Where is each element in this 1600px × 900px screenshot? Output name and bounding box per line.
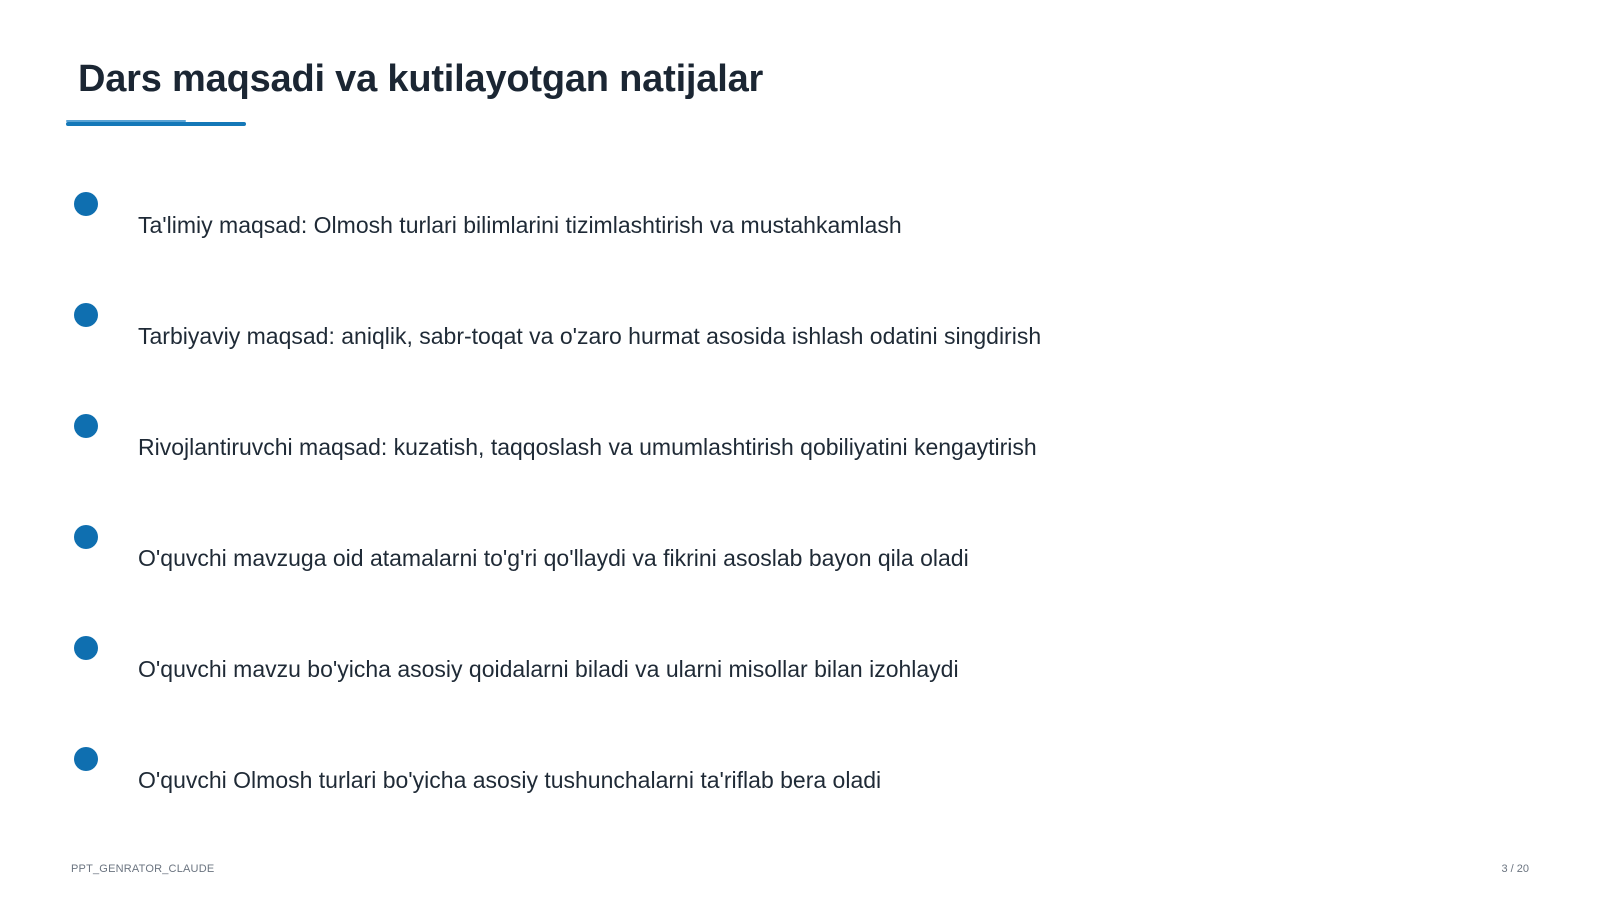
bullet-dot-icon	[74, 636, 98, 660]
slide-title: Dars maqsadi va kutilayotgan natijalar	[78, 58, 764, 100]
bullet-text: O'quvchi Olmosh turlari bo'yicha asosiy tushunchalarni ta'riflab bera oladi	[138, 767, 882, 793]
list-item	[0, 303, 1600, 383]
footer-brand: PPT_GENRATOR_CLAUDE	[71, 863, 215, 875]
list-item	[0, 192, 1600, 272]
bullet-dot-icon	[74, 192, 98, 216]
bullet-text: O'quvchi mavzu bo'yicha asosiy qoidalarni biladi va ularni misollar bilan izohlaydi	[138, 656, 959, 682]
bullet-text: Tarbiyaviy maqsad: aniqlik, sabr-toqat va o'zaro hurmat asosida ishlash odatini singdirish	[138, 323, 1042, 349]
bullet-text: O'quvchi mavzuga oid atamalarni to'g'ri qo'llaydi va fikrini asoslab bayon qila oladi	[138, 545, 969, 571]
bullet-dot-icon	[74, 747, 98, 771]
bullet-dot-icon	[74, 525, 98, 549]
bullet-text: Rivojlantiruvchi maqsad: kuzatish, taqqoslash va umumlashtirish qobiliyatini kengaytirish	[138, 434, 1037, 460]
bullet-text: Ta'limiy maqsad: Olmosh turlari bilimlarini tizimlashtirish va mustahkamlash	[138, 212, 902, 238]
bullet-dot-icon	[74, 414, 98, 438]
list-item	[0, 414, 1600, 494]
bullet-dot-icon	[74, 303, 98, 327]
page-indicator: 3 / 20	[1501, 863, 1529, 875]
list-item	[0, 747, 1600, 827]
list-item	[0, 525, 1600, 605]
list-item	[0, 636, 1600, 716]
